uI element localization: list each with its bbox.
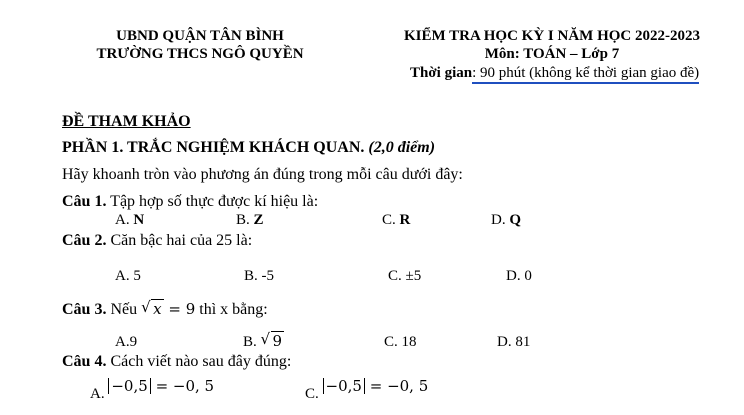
question-1: [62, 193, 318, 211]
abs-value: −0,5: [323, 378, 365, 394]
q2-option-b[interactable]: B. -5: [244, 268, 275, 284]
q3-option-b[interactable]: B. √ 9: [243, 332, 284, 351]
q1-option-c[interactable]: C. R: [382, 212, 411, 228]
question-2: [62, 232, 252, 250]
exam-title: KIỂM TRA HỌC KỲ I NĂM HỌC 2022-2023: [404, 28, 700, 44]
question-text: Cách viết nào sau đây đúng:: [110, 353, 292, 370]
question-label: Câu 2.: [62, 232, 107, 249]
subject-line: Môn: TOÁN – Lớp 7: [484, 46, 620, 62]
question-4: [62, 353, 291, 371]
time-label: Thời gian: [410, 65, 473, 81]
sqrt-radicand: 9: [272, 332, 283, 350]
time-line: [410, 65, 699, 82]
time-text: : 90 phút (không kể thời gian giao đề): [472, 65, 699, 84]
question-3: [62, 300, 268, 319]
q2-option-d[interactable]: D. 0: [506, 268, 532, 284]
instruction: Hãy khoanh tròn vào phương án đúng trong mỗi câu dưới đây:: [62, 166, 463, 183]
question-label: Câu 3.: [62, 301, 107, 318]
q3-option-a[interactable]: A.9: [115, 334, 138, 350]
q2-option-a[interactable]: A. 5: [115, 268, 141, 284]
question-label: Câu 4.: [62, 353, 107, 370]
question-text-after: thì x bằng:: [199, 301, 268, 318]
section-heading: [62, 139, 435, 157]
q1-option-b[interactable]: B. Z: [236, 212, 264, 228]
sqrt-rhs: = 9: [168, 300, 196, 318]
q1-option-a[interactable]: A. N: [115, 212, 145, 228]
section-points: (2,0 điểm): [368, 139, 436, 156]
section-heading-text: PHẦN 1. TRẮC NGHIỆM KHÁCH QUAN.: [62, 139, 365, 156]
reference-title: ĐỀ THAM KHẢO: [62, 113, 191, 130]
q3-option-c[interactable]: C. 18: [384, 334, 417, 350]
q2-option-c[interactable]: C. ±5: [388, 268, 422, 284]
q4-option-c[interactable]: C. −0,5 = −0, 5: [305, 377, 429, 402]
school-name: TRƯỜNG THCS NGÔ QUYỀN: [96, 46, 304, 62]
question-text: Căn bậc hai của 25 là:: [110, 232, 253, 249]
sqrt-expression: [141, 300, 195, 318]
q1-option-d[interactable]: D. Q: [491, 212, 522, 228]
q4-option-a[interactable]: A. −0,5 = −0, 5: [90, 377, 215, 402]
question-text: Tập hợp số thực được kí hiệu là:: [110, 193, 319, 210]
sqrt-radicand: x: [153, 300, 162, 318]
q3-option-d[interactable]: D. 81: [497, 334, 531, 350]
question-text-before: Nếu: [110, 301, 138, 318]
abs-value: −0,5: [108, 378, 150, 394]
school-district: UBND QUẬN TÂN BÌNH: [116, 28, 284, 44]
question-label: Câu 1.: [62, 193, 107, 210]
